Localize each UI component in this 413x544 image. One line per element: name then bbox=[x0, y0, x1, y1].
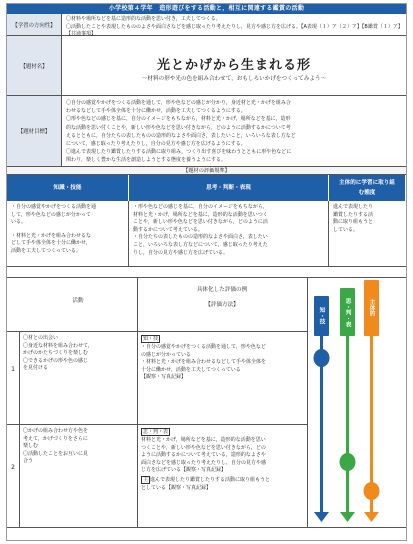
eval-header-thinking: 思考・判断・表現 bbox=[129, 175, 329, 201]
text-line: 〇かげの組み合わせ方や色を bbox=[23, 428, 89, 434]
aim-row bbox=[7, 96, 406, 167]
divider bbox=[137, 278, 138, 527]
aim-line: 〇自分の感覚やかげをつくる活動を通して，形や色などの感じが分かり，身近材と光・かげを組み合 bbox=[66, 100, 291, 106]
aim-line: について，感じ取ったり考えたりし，自分の見方や感じ方を広げるようにする。 bbox=[66, 141, 246, 148]
eval-tag: 知・技 bbox=[143, 336, 159, 342]
text-line: りし，自分の見方や感じ方を広げている。 bbox=[133, 249, 229, 256]
text-line: 〇活動したことをお互いに見 bbox=[23, 450, 89, 457]
text-line: 十分に働かせ，活動を工夫してつくっている bbox=[141, 366, 241, 373]
text-line: 進んで表現したり bbox=[333, 204, 374, 210]
text-line: して，形や色などの感じが分かって bbox=[11, 211, 91, 218]
aim-line: 〇形や色などの感じを基に，自分のイメージをもちながら，材料と光・かげ，場所などを基に，造形 bbox=[66, 116, 291, 123]
goals-label: 【学習の方向性】 bbox=[7, 14, 62, 35]
label-thinking: 思・判・表 bbox=[340, 288, 355, 336]
text-line: ・自分の感覚やかげをつくる活動を通して，形や色など bbox=[141, 344, 266, 350]
text-line: を見付ける bbox=[23, 365, 49, 372]
text-line: ・形や色などの感じを基に，自分のイメージをもちながら， bbox=[133, 204, 268, 210]
eval-caption: 【題材の評価規準】 bbox=[7, 167, 406, 175]
attitude-marker-icon bbox=[364, 482, 380, 500]
thinking-marker-icon bbox=[340, 453, 356, 471]
text-line: としている【観察・写真記録】 bbox=[141, 484, 212, 491]
theme-row bbox=[7, 36, 406, 96]
aim-line: 〇進んで表現したり鑑賞したりする活動に取り組み，つくり出す喜びを味わうとともに形や色などに bbox=[66, 149, 292, 156]
assessment-markers bbox=[307, 344, 387, 514]
text-line: ・材料と光・かげを組み合わせるなどして手や体全体を bbox=[141, 359, 267, 366]
aim-line: 的な活動を思い付くことや，新しい形や色などを思い付きながら，どのように活動するかについて考 bbox=[66, 124, 291, 131]
eval-tag: 主 bbox=[143, 476, 149, 483]
row-number: 1 bbox=[11, 366, 15, 373]
text-line: 動に取り組もうと bbox=[333, 219, 374, 226]
eval-method-header: 【評価方法】 bbox=[205, 302, 239, 308]
text-line: こと，いろいろな表し方などについて，感じ取ったり考えた bbox=[133, 241, 268, 248]
divider bbox=[7, 527, 406, 528]
row-activities bbox=[23, 335, 135, 373]
eval-attitude-cell bbox=[329, 201, 406, 267]
goals-line: 〇材料や場所などを基に造形的な活動を思い付き，工夫してつくる。 bbox=[66, 16, 221, 22]
divider bbox=[7, 277, 406, 278]
eval-header-knowledge: 知識・技能 bbox=[7, 175, 129, 201]
eval-thinking-cell bbox=[129, 201, 329, 267]
theme-label: 【題材名】 bbox=[7, 36, 62, 95]
text-line: 合う bbox=[23, 458, 34, 465]
text-line: 面白さなどを感じ取ったり考えたりし，自分の見方や感 bbox=[141, 459, 267, 466]
text-line: 動するかについて考えている。 bbox=[133, 226, 203, 233]
activity-header: 活動 bbox=[72, 298, 84, 305]
text-line: じ方を広げている【観察・写真記録】 bbox=[141, 467, 227, 474]
divider bbox=[7, 331, 307, 332]
knowledge-marker-icon bbox=[314, 349, 330, 367]
text-line: 〇できるかげの形や色の感じ bbox=[23, 357, 89, 364]
text-line: 材料と光・かげ，場所などを基に，造形的な活動を思い bbox=[141, 437, 266, 443]
theme-subtitle: ～材料の形や光の色を組み合わせて，おもしろいかげをつくってみよう～ bbox=[141, 76, 327, 82]
text-line: 【観察・写真記録】 bbox=[141, 374, 187, 381]
row-evaluation bbox=[141, 428, 305, 493]
row-evaluation bbox=[141, 335, 305, 382]
text-line: いる。 bbox=[11, 219, 27, 226]
text-line: 考えて，かげづくりをさらに bbox=[23, 435, 88, 442]
text-line: どして手や体全体を十分に働かせ， bbox=[11, 240, 91, 247]
divider bbox=[19, 331, 20, 527]
eval-tag: 思・判・表 bbox=[143, 429, 169, 435]
sheet-title: 小学校第４学年 造形遊びをする活動と，相互に関連する鑑賞の活動 bbox=[7, 4, 406, 14]
aim-label: 【題材目標】 bbox=[7, 96, 62, 166]
text-line: 材料と光・かげ，場所などを基に，造形的な活動を思いつく bbox=[133, 211, 268, 218]
text-line: ・自分たちの表したものの造形的なよさや面白さ，表したい bbox=[133, 234, 268, 241]
text-line: 〇身近な材料を組み合わせて， bbox=[23, 342, 93, 349]
divider bbox=[307, 278, 308, 527]
eval-example-header: 具体化した評価の例 bbox=[196, 287, 248, 293]
row-number: 2 bbox=[11, 464, 15, 471]
theme-title: 光とかげから生まれる形 bbox=[156, 58, 311, 73]
goals-line: 〇活動したことや表現したもののよさや面白さなどを感じ取ったり考えたりし，見方や感じ方を広げる。【A表現（１）ア（２）ア】【B鑑賞（１）ア】【共通事項】 bbox=[66, 23, 403, 38]
label-knowledge: 知・技 bbox=[314, 296, 329, 336]
aim-line: わせるなどして手や体全体を十分に働かせ，活動を工夫してつくるようにする。 bbox=[66, 108, 246, 115]
eval-knowledge-cell bbox=[7, 201, 129, 267]
text-line: 活動を工夫してつくっている。 bbox=[11, 247, 81, 254]
text-line: かげのかたちづくりを楽しむ bbox=[23, 350, 88, 357]
text-line: ・材料と光・かげを組み合わせるな bbox=[11, 232, 92, 239]
text-line: ように活動するかについて考えている，造形的なよさや bbox=[141, 452, 266, 459]
text-line: ことや，新しい形や色などを思い付きながら，どのように活 bbox=[133, 219, 268, 226]
eval-header-attitude: 主体的に学習に取り組む態度 bbox=[329, 175, 406, 201]
goals-row bbox=[7, 14, 406, 36]
row-activities bbox=[23, 428, 135, 466]
aim-line: 関わり，楽しく豊かな生活を創造しようとする態度を養うようにする。 bbox=[66, 157, 227, 164]
label-attitude: 主体的 bbox=[364, 280, 379, 336]
text-line: の感じが分かっている bbox=[141, 351, 192, 358]
text-line: 楽しむ bbox=[23, 443, 39, 450]
text-line: 〇材との出会い bbox=[23, 335, 59, 341]
text-line: 鑑賞したりする活 bbox=[333, 211, 374, 218]
text-line: している。 bbox=[333, 226, 359, 233]
text-line: 進んで表現したり鑑賞したりする活動に取り組もうと bbox=[150, 476, 271, 483]
text-line: つくことや，新しい形や色などを思い付きながら，どの bbox=[141, 444, 266, 451]
aim-line: えるとともに，自分たちの表したものの造形的なよさや面白さ，表したいこと，いろいろな表し方など bbox=[66, 132, 296, 139]
evaluation-sheet bbox=[6, 3, 407, 541]
text-line: ・自分の感覚やかげをつくる活動を通 bbox=[11, 204, 97, 210]
divider bbox=[7, 424, 307, 425]
